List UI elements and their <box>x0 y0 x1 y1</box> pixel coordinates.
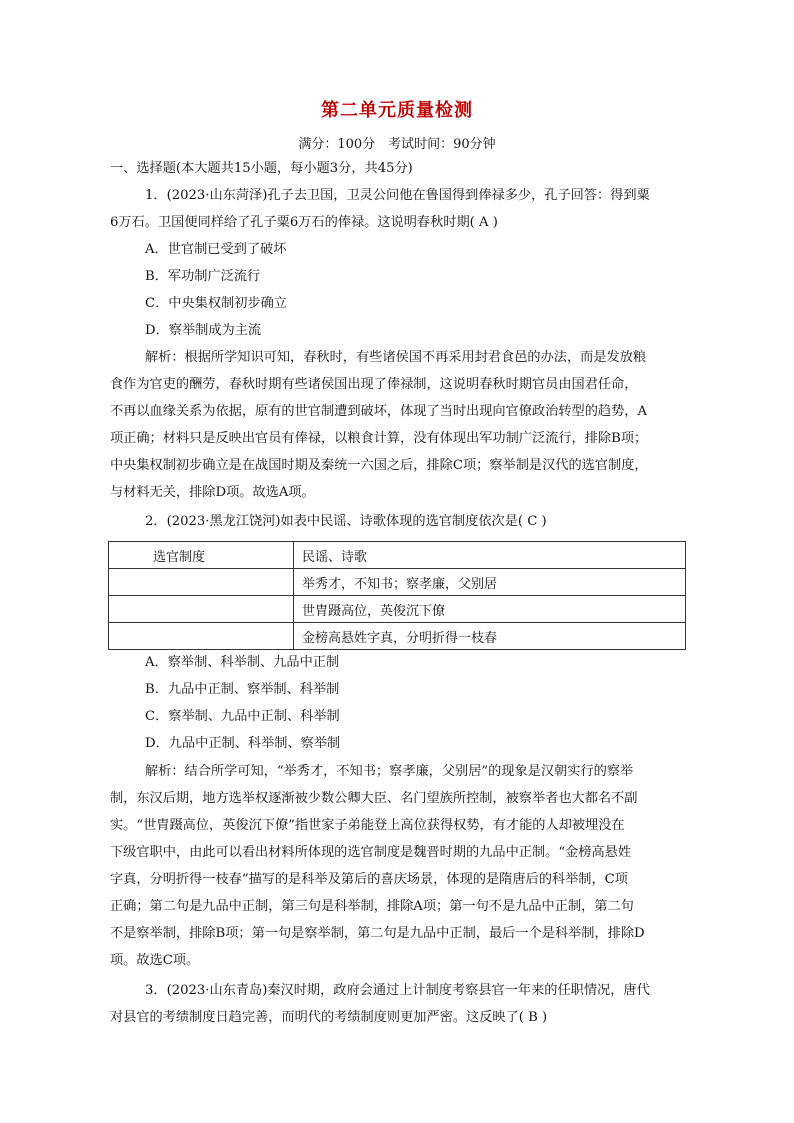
table-cell <box>109 623 294 650</box>
table-header-cell: 民谣、诗歌 <box>294 542 686 569</box>
table-row <box>109 623 686 650</box>
q1-analysis-line: 食作为官吏的酬劳，春秋时期有些诸侯国出现了俸禄制，这说明春秋时期官员由国君任命， <box>110 377 638 392</box>
q1-stem-line-2: 6万石。卫国便同样给了孔子粟6万石的俸禄。这说明春秋时期( A ) <box>110 215 498 230</box>
q1-option-d: D．察举制成为主流 <box>145 323 262 338</box>
q1-analysis-line: 项正确；材料只是反映出官员有俸禄，以粮食计算，没有体现出军功制广泛流行，排除B项； <box>110 431 648 446</box>
table-row <box>109 596 686 623</box>
q1-option-c: C．中央集权制初步确立 <box>145 296 287 311</box>
table-cell: 世胄蹑高位，英俊沉下僚 <box>294 596 686 623</box>
q2-analysis-line: 解析：结合所学可知，“举秀才，不知书；察孝廉，父别居”的现象是汉朝实行的察举 <box>145 764 634 779</box>
q2-option-d: D．九品中正制、科举制、察举制 <box>145 736 341 751</box>
q2-analysis-line: 正确；第二句是九品中正制，第三句是科举制，排除A项；第一句不是九品中正制，第二句 <box>110 899 634 914</box>
q1-analysis-line: 中央集权制初步确立是在战国时期及秦统一六国之后，排除C项；察举制是汉代的选官制度， <box>110 458 648 473</box>
q2-analysis-line: 项。故选C项。 <box>110 953 200 968</box>
q2-analysis-line: 制，东汉后期，地方选举权逐渐被少数公卿大臣、名门望族所控制，被察举者也大都名不副 <box>110 791 638 806</box>
q2-analysis-line: 下级官职中，由此可以看出材料所体现的选官制度是魏晋时期的九品中正制。“金榜高悬姓 <box>110 845 632 860</box>
q1-option-a: A．世官制已受到了破坏 <box>145 242 287 257</box>
q3-stem-line-1: 3．(2023·山东青岛)秦汉时期，政府会通过上计制度考察县官一年来的任职情况，唐代 <box>145 983 650 998</box>
page-title: 第二单元质量检测 <box>321 100 473 121</box>
table-header-row <box>109 542 686 569</box>
q1-analysis-line: 不再以血缘关系为依据，原有的世官制遭到破坏，体现了当时出现向官僚政治转型的趋势，A <box>110 404 648 419</box>
table-cell <box>109 596 294 623</box>
selection-system-table <box>108 541 686 650</box>
q2-option-b: B．九品中正制、察举制、科举制 <box>145 682 340 697</box>
exam-info: 满分：100分 考试时间：90分钟 <box>298 137 496 152</box>
q2-analysis-line: 不是察举制，排除B项；第一句是察举制，第二句是九品中正制，最后一个是科举制，排除D <box>110 926 645 941</box>
q3-stem-line-2: 对县官的考绩制度日趋完善，而明代的考绩制度则更加严密。这反映了( B ) <box>110 1010 548 1025</box>
table-cell: 金榜高悬姓字真，分明折得一枝春 <box>294 623 686 650</box>
table-cell: 举秀才，不知书；察孝廉，父别居 <box>294 569 686 596</box>
table-cell <box>109 569 294 596</box>
table-header-cell: 选官制度 <box>109 542 294 569</box>
q2-analysis-line: 字真，分明折得一枝春”描写的是科举及第后的喜庆场景，体现的是隋唐后的科举制，C项 <box>110 872 628 887</box>
q1-analysis-line: 解析：根据所学知识可知，春秋时，有些诸侯国不再采用封君食邑的办法，而是发放粮 <box>145 350 647 365</box>
section-heading: 一、选择题(本大题共15小题，每小题3分，共45分) <box>110 161 413 176</box>
q1-analysis-line: 与材料无关，排除D项。故选A项。 <box>110 485 315 500</box>
table-row <box>109 569 686 596</box>
q2-option-a: A．察举制、科举制、九品中正制 <box>145 655 340 670</box>
q1-option-b: B．军功制广泛流行 <box>145 269 261 284</box>
q2-stem: 2．(2023·黑龙江饶河)如表中民谣、诗歌体现的选官制度依次是( C ) <box>145 514 547 529</box>
q1-stem-line-1: 1．(2023·山东菏泽)孔子去卫国，卫灵公问他在鲁国得到俸禄多少，孔子回答：得到粟 <box>145 188 650 203</box>
q2-analysis-line: 实。“世胄蹑高位，英俊沉下僚”指世家子弟能登上高位获得权势，有才能的人却被埋没在 <box>110 818 625 833</box>
q2-option-c: C．察举制、九品中正制、科举制 <box>145 709 340 724</box>
